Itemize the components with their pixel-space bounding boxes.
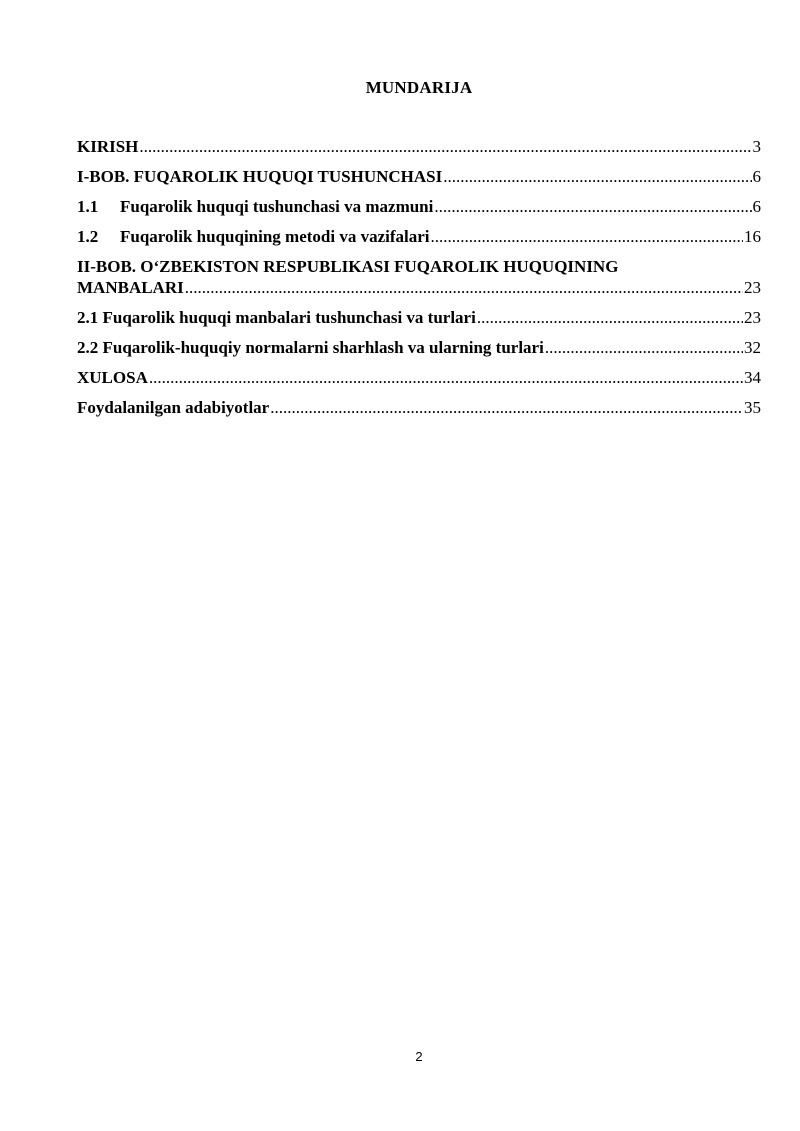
toc-entry-section-1-2[interactable] bbox=[77, 226, 761, 247]
toc-entry-label-line1: II-BOB. O‘ZBEKISTON RESPUBLIKASI FUQAROLIK HUQUQINING bbox=[77, 257, 619, 276]
dot-leader bbox=[139, 136, 751, 157]
toc-entry-page: 6 bbox=[752, 167, 761, 186]
toc-entry-label: Fuqarolik huquqi tushunchasi va mazmuni bbox=[120, 197, 434, 216]
toc-entry-chapter-1[interactable] bbox=[77, 166, 761, 187]
toc-entry-label: Foydalanilgan adabiyotlar bbox=[77, 398, 270, 417]
toc-entry-label: KIRISH bbox=[77, 137, 139, 156]
dot-leader bbox=[545, 337, 743, 358]
toc-entry-kirish[interactable] bbox=[77, 136, 761, 157]
toc-entry-section-2-1[interactable] bbox=[77, 307, 761, 328]
toc-entry-page: 23 bbox=[744, 308, 761, 327]
toc-entry-xulosa[interactable] bbox=[77, 367, 761, 388]
dot-leader bbox=[431, 226, 743, 247]
dot-leader bbox=[185, 277, 743, 298]
toc-entry-chapter-2[interactable] bbox=[77, 256, 761, 298]
toc-entry-label: 2.2 Fuqarolik-huquqiy normalarni sharhlash va ularning turlari bbox=[77, 338, 544, 357]
toc-entry-label: XULOSA bbox=[77, 368, 148, 387]
toc-entry-page: 3 bbox=[752, 137, 761, 156]
toc-entry-number: 1.1 bbox=[77, 197, 99, 216]
toc-entry-page: 6 bbox=[752, 197, 761, 216]
page-number: 2 bbox=[415, 1049, 423, 1064]
toc-entry-number: 1.2 bbox=[77, 227, 99, 246]
toc-entry-references[interactable] bbox=[77, 397, 761, 418]
dot-leader bbox=[149, 367, 743, 388]
toc-entry-page: 23 bbox=[744, 278, 761, 297]
toc-entry-page: 32 bbox=[744, 338, 761, 357]
toc-entry-label: Fuqarolik huquqining metodi va vazifalari bbox=[120, 227, 430, 246]
page-title: MUNDARIJA bbox=[365, 78, 473, 97]
dot-leader bbox=[270, 397, 743, 418]
toc-entry-section-2-2[interactable] bbox=[77, 337, 761, 358]
toc-entry-section-1-1[interactable] bbox=[77, 196, 761, 217]
toc-entry-page: 35 bbox=[744, 398, 761, 417]
toc-entry-page: 34 bbox=[744, 368, 761, 387]
table-of-contents bbox=[77, 136, 761, 427]
toc-entry-page: 16 bbox=[744, 227, 761, 246]
dot-leader bbox=[443, 166, 751, 187]
toc-entry-label: I-BOB. FUQAROLIK HUQUQI TUSHUNCHASI bbox=[77, 167, 443, 186]
dot-leader bbox=[477, 307, 743, 328]
toc-entry-label: 2.1 Fuqarolik huquqi manbalari tushunchasi va turlari bbox=[77, 308, 476, 327]
toc-entry-label-line2: MANBALARI bbox=[77, 278, 184, 297]
dot-leader bbox=[434, 196, 751, 217]
